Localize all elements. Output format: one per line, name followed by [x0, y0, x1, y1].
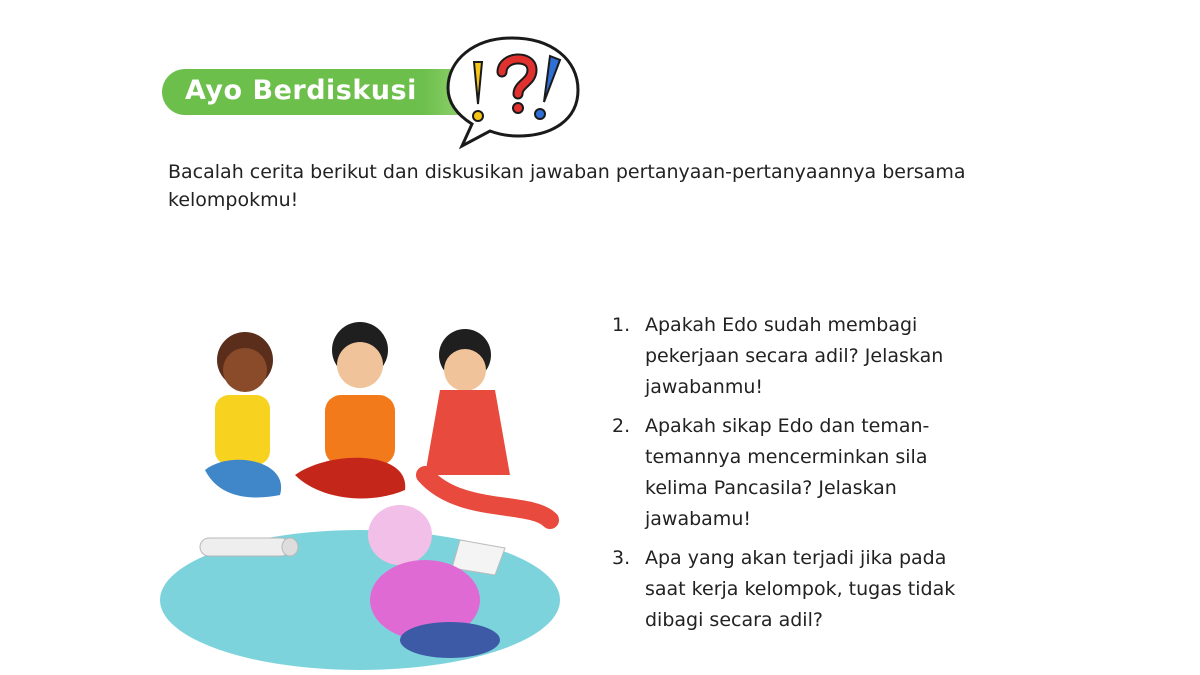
question-text: Apakah sikap Edo dan teman-temannya mencerminkan sila kelima Pancasila? Jelaskan jawabamu! [645, 415, 930, 530]
speech-bubble-icon [440, 32, 585, 150]
question-number: 1. [612, 314, 631, 336]
question-item [612, 310, 992, 403]
question-item [612, 543, 992, 636]
question-number: 2. [612, 415, 631, 437]
child-yellow-shirt [205, 332, 281, 497]
question-text: Apa yang akan terjadi jika pada saat kerja kelompok, tugas tidak dibagi secara adil? [645, 547, 956, 631]
question-number: 3. [612, 547, 631, 569]
question-text: Apakah Edo sudah membagi pekerjaan secara adil? Jelaskan jawabanmu! [645, 314, 944, 398]
discussion-questions [612, 310, 992, 644]
child-orange-shirt [295, 322, 405, 498]
child-red-dress [425, 329, 550, 520]
question-item [612, 411, 992, 535]
section-title: Ayo Berdiskusi [185, 75, 417, 106]
intro-instruction: Bacalah cerita berikut dan diskusikan jawaban pertanyaan-pertanyaannya bersama kelompokmu! [168, 161, 966, 211]
group-discussion-illustration [160, 300, 600, 675]
